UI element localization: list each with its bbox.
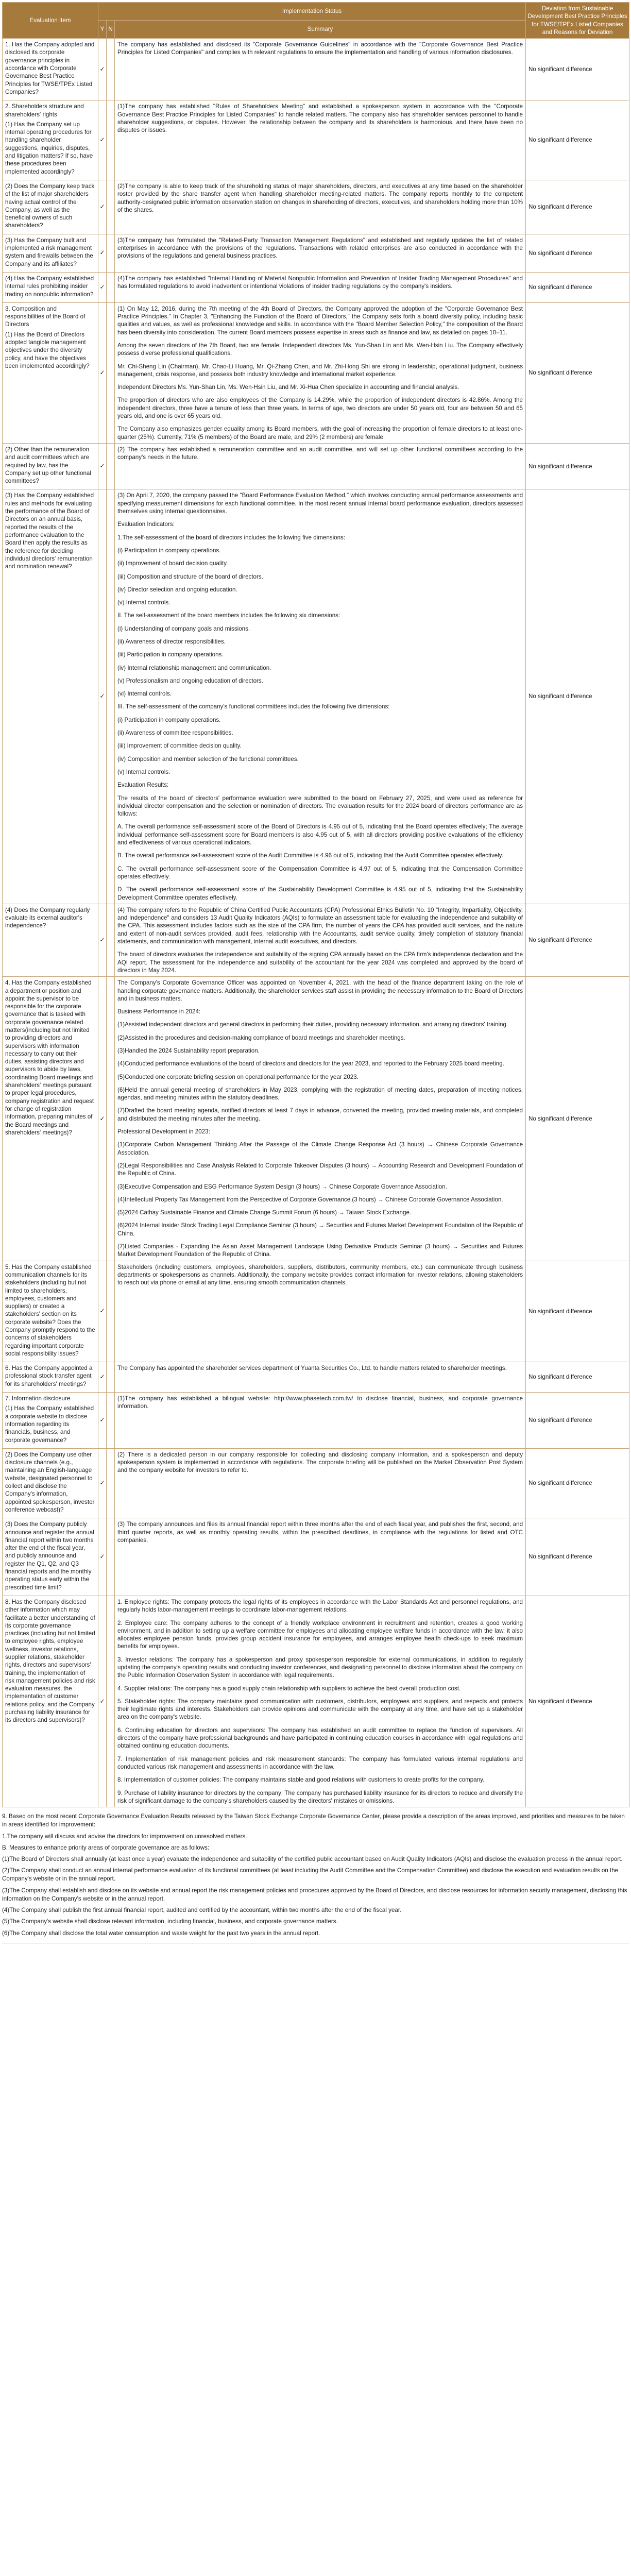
yes-cell: [98, 1362, 107, 1393]
evaluation-item-text: (3) Has the Company established rules and methods for evaluating the performance of the Board of Directors on an annual basis, reported the results of the performance evaluation to the Board then apply the results as the reference for deciding individual directors' remuneration and nomination renewal?: [5, 492, 94, 570]
summary-paragraph: 3. Investor relations: The company has a spokesperson and proxy spokesperson responsible for external communications, in addition to regularly updating the company's operating results and conducting investor conferences, and designating personnel to disclose information about the company on the Public Information Observation System in accordance with legal requirements.: [117, 1656, 523, 1679]
summary-paragraph: (6)2024 Internal Insider Stock Trading Legal Compliance Seminar (3 hours) → Securities and Futures Market Development Foundation of the Republic of China.: [117, 1222, 523, 1237]
summary-paragraph: (4)Conducted performance evaluations of the board of directors and directors for the year 2023, and reported to the February 2025 board meeting.: [117, 1060, 504, 1067]
summary-paragraph: The board of directors evaluates the independence and suitability of the signing CPA annually based on the CPA firm's independence declaration and the AQI report. The assessment for the independence and suitability of the accountant for the year 2024 was completed and approved by the board of directors in May 2024.: [117, 951, 523, 974]
evaluation-item-cell: [3, 272, 98, 302]
summary-paragraph: 4. Supplier relations: The company has a good supply chain relationship with suppliers to achieve the best overall production cost.: [117, 1685, 461, 1692]
summary-paragraph: Evaluation Results:: [117, 782, 169, 789]
check-mark-icon: ✓: [99, 1416, 105, 1424]
summary-paragraph: (3)Handled the 2024 Sustainability report preparation.: [117, 1047, 260, 1054]
evaluation-item-cell: [3, 904, 98, 976]
summary-paragraph: C. The overall performance self-assessment score of the Compensation Committee is 4.97 out of 5, indicating that the Compensation Committee operates effectively.: [117, 865, 523, 880]
summary-cell: [115, 1362, 526, 1393]
yes-cell: [98, 443, 107, 489]
check-mark-icon: ✓: [99, 1697, 105, 1705]
summary-paragraph: The company has established and disclosed its "Corporate Governance Guidelines" in accordance with the "Corporate Governance Best Practice Principles for Listed Companies" and complies with relevant regulations to ensure the implementation and handling of various information disclosures.: [117, 41, 523, 56]
deviation-cell: No significant difference: [526, 100, 629, 180]
evaluation-item-cell: [3, 1362, 98, 1393]
summary-paragraph: (ii) Improvement of board decision quality.: [117, 560, 228, 567]
evaluation-item-text: 4. Has the Company established a department or position and appoint the supervisor to be responsible for the corporate governance that is tasked with corporate governance related matters(including but not limited to providing directors and supervisors with information necessary to carry out their duties, assisting directors and supervisors to abide by laws, coordinating Board meetings and shareholders' meetings pursuant to proper legal procedures, company registration and request for change of registration information, preparing minutes of the Board meetings and shareholders' meetings)?: [5, 979, 94, 1136]
table-row: [3, 443, 629, 489]
evaluation-item-cell: [3, 1393, 98, 1449]
summary-paragraph: The Company has appointed the shareholder services department of Yuanta Securities Co., Ltd. to handle matters related to shareholder meetings.: [117, 1365, 507, 1372]
evaluation-notes: [2, 1812, 629, 1938]
check-mark-icon: ✓: [99, 462, 105, 470]
check-mark-icon: ✓: [99, 1307, 105, 1315]
summary-cell: [115, 180, 526, 234]
summary-paragraph: The Company also emphasizes gender equality among its Board members, with the goal of increasing the proportion of female directors to at least one-quarter (25%). Currently, 71% (5 members) of the Board are male, and 29% (2 members) are female.: [117, 426, 523, 440]
table-row: [3, 234, 629, 272]
summary-paragraph: (ii) Awareness of committee responsibilities.: [117, 730, 233, 737]
check-mark-icon: ✓: [99, 136, 105, 144]
yes-cell: [98, 904, 107, 976]
summary-paragraph: (1)Assisted independent directors and general directors in performing their duties, providing necessary information, and arranging directors' training.: [117, 1021, 508, 1028]
deviation-cell: No significant difference: [526, 443, 629, 489]
header-row-top: [3, 3, 629, 21]
summary-paragraph: (v) Internal controls.: [117, 599, 170, 606]
table-row: [3, 100, 629, 180]
deviation-cell: No significant difference: [526, 272, 629, 302]
yes-cell: [98, 180, 107, 234]
evaluation-item-text: (1) Has the Company established a corporate website to disclose information regarding its financials, business, and corporate governance?: [5, 1405, 94, 1444]
no-cell: [107, 39, 115, 100]
summary-paragraph: Business Performance in 2024:: [117, 1008, 201, 1015]
table-row: [3, 1362, 629, 1393]
summary-paragraph: Stakeholders (including customers, employees, shareholders, suppliers, distributors, community members, etc.) can communicate through business departments or spokespersons as channels. Additionally, the company website provides contact information for investor relations, allowing stakeholders to reach out via phone or email at any time, ensuring smooth communication channels.: [117, 1263, 523, 1286]
summary-paragraph: (3) On April 7, 2020, the company passed the "Board Performance Evaluation Method," which involves conducting annual performance assessments and specifying measurement dimensions for each functional committee. In the most recent annual internal board performance evaluation, directors assessed themselves using internal questionnaires.: [117, 492, 523, 515]
evaluation-item-cell: [3, 234, 98, 272]
summary-cell: [115, 1261, 526, 1362]
check-mark-icon: ✓: [99, 65, 105, 73]
evaluation-item-cell: [3, 1518, 98, 1596]
check-mark-icon: ✓: [99, 1479, 105, 1487]
header-implementation-status: Implementation Status: [98, 3, 526, 21]
note-line: (4)The Company shall publish the first annual financial report, audited and certified by the accountant, within two months after the end of the fiscal year.: [2, 1907, 402, 1914]
no-cell: [107, 302, 115, 443]
no-cell: [107, 1261, 115, 1362]
evaluation-item-text: (4) Does the Company regularly evaluate its external auditor's independence?: [5, 906, 90, 929]
summary-paragraph: (5)2024 Cathay Sustainable Finance and Climate Change Summit Forum (6 hours) → Taiwan Stock Exchange.: [117, 1209, 412, 1216]
table-row: [3, 1393, 629, 1449]
check-mark-icon: ✓: [99, 692, 105, 700]
summary-paragraph: (i) Understanding of company goals and missions.: [117, 625, 250, 632]
summary-paragraph: D. The overall performance self-assessment score of the Sustainability Development Committee is 4.95 out of 5, indicating that the Sustainability Development Committee operates effectively.: [117, 886, 523, 901]
summary-paragraph: (i) Participation in company operations.: [117, 547, 221, 554]
evaluation-item-text: (1) Has the Company set up internal operating procedures for handling shareholder suggestions, inquiries, disputes, and litigation matters? If so, have these procedures been implemented accordingly?: [5, 121, 93, 175]
evaluation-item-cell: [3, 1261, 98, 1362]
table-row: [3, 1596, 629, 1807]
summary-paragraph: (2)The company is able to keep track of the shareholding status of major shareholders, directors, and executives at any time based on the shareholder roster provided by the share transfer agent when handling shareholder meeting-related matters. The company reports monthly to the competent authority-designated public information observation station on changes in shareholding of directors, executives, and shareholders holding more than 10% of the shares.: [117, 182, 523, 213]
summary-paragraph: The results of the board of directors' performance evaluation were submitted to the board on February 27, 2025, and were used as reference for individual director compensation and the selection or nomination of directors. The evaluation results for the 2024 board of directors performance are as follows:: [117, 794, 523, 818]
yes-cell: [98, 977, 107, 1261]
yes-cell: [98, 1448, 107, 1518]
summary-paragraph: (7)Drafted the board meeting agenda, notified directors at least 7 days in advance, convened the meeting, provided meeting materials, and completed and distributed the meeting minutes after the meeting.: [117, 1107, 523, 1122]
summary-cell: [115, 1448, 526, 1518]
deviation-cell: No significant difference: [526, 1448, 629, 1518]
evaluation-item-cell: [3, 489, 98, 904]
table-row: [3, 977, 629, 1261]
note-line: (5)The Company's website shall disclose relevant information, including financial, business, and corporate governance matters.: [2, 1918, 338, 1925]
summary-paragraph: 1.The self-assessment of the board of directors includes the following five dimensions:: [117, 534, 346, 541]
no-cell: [107, 489, 115, 904]
yes-cell: [98, 39, 107, 100]
summary-paragraph: B. The overall performance self-assessment score of the Audit Committee is 4.96 out of 5, indicating that the Audit Committee operates effectively.: [117, 852, 503, 859]
summary-cell: [115, 234, 526, 272]
note-line: (1)The Board of Directors shall annually (at least once a year) evaluate the independence and suitability of the certified public accountant based on Audit Quality Indicators (AQIs) and disclose the evaluation process in the annual report.: [2, 1856, 623, 1863]
check-mark-icon: ✓: [99, 249, 105, 257]
evaluation-item-cell: [3, 1596, 98, 1807]
evaluation-item-cell: [3, 443, 98, 489]
no-cell: [107, 100, 115, 180]
yes-cell: [98, 1261, 107, 1362]
summary-paragraph: (3) The company announces and files its annual financial report within three months after the end of each fiscal year, and publishes the first, second, and third quarter reports, as well as monthly operating results, within the prescribed deadlines, in compliance with the regulations for listed and OTC companies.: [117, 1521, 523, 1544]
header-deviation: Deviation from Sustainable Development Best Practice Principles for TWSE/TPEx Listed Companies and Reasons for Deviation: [526, 3, 629, 39]
check-mark-icon: ✓: [99, 936, 105, 944]
evaluation-item-text: 2. Shareholders structure and shareholders' rights: [5, 103, 84, 118]
header-evaluation-item: Evaluation Item: [3, 3, 98, 39]
evaluation-item-text: 7. Information disclosure: [5, 1395, 71, 1402]
summary-paragraph: (4)Intellectual Property Tax Management from the Perspective of Corporate Governance (3 hours) → Chinese Corporate Governance Association.: [117, 1196, 503, 1203]
yes-cell: [98, 1393, 107, 1449]
summary-paragraph: (i) Participation in company operations.: [117, 716, 221, 723]
summary-paragraph: 7. Implementation of risk management policies and risk measurement standards: The company has formulated various internal regulations and conducted various risk management and assessments in accordance with the law.: [117, 1755, 523, 1770]
evaluation-item-cell: [3, 977, 98, 1261]
summary-cell: [115, 1596, 526, 1807]
no-cell: [107, 443, 115, 489]
yes-cell: [98, 100, 107, 180]
summary-paragraph: The Company's Corporate Governance Officer was appointed on November 4, 2021, with the head of the finance department taking on the role of handling corporate governance matters. Additionally, the shareholder services staff assist in providing the necessary information to the Board of Directors and in business matters.: [117, 979, 523, 1002]
summary-paragraph: Evaluation Indicators:: [117, 521, 175, 528]
summary-cell: [115, 272, 526, 302]
evaluation-item-cell: [3, 1448, 98, 1518]
summary-paragraph: 9. Purchase of liability insurance for directors by the company: The company has purchased liability insurance for its directors to reduce and diversify the risk of significant damage to the company's shareholders caused by the directors' mistakes or omissions.: [117, 1789, 523, 1804]
evaluation-item-text: 5. Has the Company established communication channels for its stakeholders (including but not limited to shareholders, employees, customers and suppliers) or created a stakeholders' section on its corporate website? Does the Company promptly respond to the concerns of stakeholders regarding important corporate social responsibility issues?: [5, 1263, 95, 1357]
yes-cell: [98, 1596, 107, 1807]
corporate-governance-table: [2, 2, 629, 1807]
summary-paragraph: (iv) Internal relationship management and communication.: [117, 664, 271, 671]
evaluation-item-text: (4) Has the Company established internal rules prohibiting insider trading on nonpublic information?: [5, 275, 94, 298]
table-row: [3, 1448, 629, 1518]
evaluation-item-text: (3) Does the Company publicly announce and register the annual financial report within two months after the end of the fiscal year, and publicly announce and register the Q1, Q2, and Q3 financial reports and the monthly operating status early within the prescribed time limit?: [5, 1521, 94, 1591]
no-cell: [107, 1393, 115, 1449]
summary-paragraph: (vi) Internal controls.: [117, 690, 172, 698]
deviation-cell: No significant difference: [526, 1362, 629, 1393]
note-line: (3)The Company shall establish and disclose on its website and annual report the risk management policies and procedures approved by the Board of Directors, and disclose resources for information security management, disclosing this information on the Company's website or in the annual report.: [2, 1887, 627, 1902]
summary-paragraph: Among the seven directors of the 7th Board, two are female: Independent directors Ms. Yun-Shan Lin and Ms. Wen-Hsin Liu. The Company effectively possess diverse professional qualifications.: [117, 342, 523, 357]
summary-paragraph: 5. Stakeholder rights: The company maintains good communication with customers, distributors, employees and suppliers, and respects and protects their legitimate rights and interests. Stakeholders can provide opinions and communicate with the company at any time, and have set up a stakeholder area on the company's website.: [117, 1698, 523, 1721]
summary-paragraph: (2)Legal Responsibilities and Case Analysis Related to Corporate Takeover Disputes (3 hours) → Accounting Research and Development Foundation of the Republic of China.: [117, 1162, 523, 1177]
evaluation-item-text: (2) Other than the remuneration and audit committees which are required by law, has the Company set up other functional committees?: [5, 446, 91, 485]
summary-cell: [115, 1393, 526, 1449]
summary-paragraph: The proportion of directors who are also employees of the Company is 14.29%, while the proportion of independent directors is 42.86%. Among the independent directors, three have a tenure of less than three years. In terms of age, two directors are under 50 years old, four are between 50 and 65 years old, and one is over 65 years old.: [117, 397, 523, 420]
summary-paragraph: II. The self-assessment of the board members includes the following six dimensions:: [117, 612, 340, 619]
no-cell: [107, 1448, 115, 1518]
yes-cell: [98, 302, 107, 443]
deviation-cell: No significant difference: [526, 234, 629, 272]
deviation-cell: No significant difference: [526, 977, 629, 1261]
summary-cell: [115, 489, 526, 904]
deviation-cell: No significant difference: [526, 180, 629, 234]
check-mark-icon: ✓: [99, 283, 105, 291]
note-line: (6)The Company shall disclose the total water consumption and waste weight for the past two years in the annual report.: [2, 1929, 320, 1937]
summary-paragraph: (3)Executive Compensation and ESG Performance System Design (3 hours) → Chinese Corporate Governance Association.: [117, 1183, 447, 1190]
summary-paragraph: (iii) Composition and structure of the board of directors.: [117, 573, 263, 580]
check-mark-icon: ✓: [99, 1553, 105, 1561]
table-row: [3, 180, 629, 234]
table-row: [3, 39, 629, 100]
deviation-cell: No significant difference: [526, 1393, 629, 1449]
summary-paragraph: (iii) Improvement of committee decision quality.: [117, 742, 242, 750]
evaluation-item-text: (2) Does the Company use other disclosure channels (e.g., maintaining an English-language website, designated personnel to collect and disclose the Company's information, appointed spokesperson, investor conference webcast)?: [5, 1451, 95, 1513]
summary-paragraph: (iii) Participation in company operations.: [117, 651, 224, 658]
evaluation-item-text: 6. Has the Company appointed a professional stock transfer agent for its shareholders' meetings?: [5, 1365, 93, 1387]
deviation-cell: No significant difference: [526, 1518, 629, 1596]
check-mark-icon: ✓: [99, 1373, 105, 1381]
check-mark-icon: ✓: [99, 202, 105, 210]
summary-paragraph: (2)Assisted in the procedures and decision-making compliance of board meetings and shareholder meetings.: [117, 1034, 405, 1041]
table-row: [3, 302, 629, 443]
yes-cell: [98, 234, 107, 272]
summary-paragraph: III. The self-assessment of the company's functional committees includes the following five dimensions:: [117, 703, 390, 710]
note-line: (2)The Company shall conduct an annual internal performance evaluation of its functional committees (at least including the Audit Committee and the Compensation Committee) and disclose the execution and evaluation results on the Company's website or in the annual report.: [2, 1867, 619, 1883]
summary-paragraph: (3)The company has formulated the "Related-Party Transaction Management Regulations" and established and regularly updates the list of related enterprises in accordance with the provisions of the regulations. Transactions with related enterprises are also conducted in accordance with the provisions of the regulations and general business practices.: [117, 236, 523, 260]
no-cell: [107, 234, 115, 272]
evaluation-item-text: 3. Composition and responsibilities of the Board of Directors: [5, 305, 86, 328]
deviation-cell: No significant difference: [526, 904, 629, 976]
summary-paragraph: (1) On May 12, 2016, during the 7th meeting of the 4th Board of Directors, the Company approved the adoption of the "Corporate Governance Best Practice Principles." In Chapter 3, "Enhancing the Function of the Board of Directors," the Company sets forth a board diversity policy, including basic qualities and values, as well as professional knowledge and skills. In accordance with the "Board Member Selection Policy," the composition of the Board has been diversity into consideration. The current Board members possess expertise in areas such as finance and law, as detailed on pages 10–11.: [117, 305, 523, 336]
summary-paragraph: 6. Continuing education for directors and supervisors: The company has established an audit committee to replace the function of supervisors. All directors of the company have professional backgrounds and have participated in continuing education courses in accordance with legal regulations and obtained continuing education documents.: [117, 1726, 523, 1750]
header-yes: Y: [98, 21, 107, 39]
evaluation-item-cell: [3, 302, 98, 443]
summary-paragraph: (1)The company has established a bilingual website: http://www.phasetech.com.tw/ to disclose financial, business, and corporate governance information.: [117, 1395, 523, 1410]
summary-paragraph: (1)The company has established "Rules of Shareholders Meeting" and established a spokesperson system in accordance with the "Corporate Governance Best Practice Principles for Listed Companies" to handle related matters. The company also has shareholder services personnel to handle shareholder suggestions, or disputes. However, the relationship between the company and its shareholders is harmonious, and there have been no disputes or issues.: [117, 103, 523, 134]
summary-cell: [115, 904, 526, 976]
evaluation-item-cell: [3, 39, 98, 100]
deviation-cell: No significant difference: [526, 302, 629, 443]
summary-cell: [115, 100, 526, 180]
summary-cell: [115, 977, 526, 1261]
no-cell: [107, 977, 115, 1261]
summary-paragraph: (4) The company refers to the Republic of China Certified Public Accountants (CPA) Professional Ethics Bulletin No. 10 "Integrity, Impartiality, Objectivity, and Independence" and considers 13 Audit Quality Indicators (AQIs) to formulate an assessment table for evaluating the independence and suitability of the CPA. This assessment includes factors such as the size of the CPA firm, the number of years the CPA has provided audit services, and the nature and extent of non-audit services provided, audit fees, relationship with the Accountants, audit service quality, timely completion of statutory financial statements, and communication with management, internal audit executives, and directors.: [117, 906, 523, 945]
header-no: N: [107, 21, 115, 39]
no-cell: [107, 1362, 115, 1393]
yes-cell: [98, 489, 107, 904]
evaluation-item-cell: [3, 180, 98, 234]
table-row: [3, 489, 629, 904]
summary-paragraph: 1. Employee rights: The company protects the legal rights of its employees in accordance with the Labor Standards Act and personnel regulations, and regularly holds labor-management meetings to coordinate labor-management relations.: [117, 1598, 523, 1614]
table-row: [3, 904, 629, 976]
summary-paragraph: (7)Listed Companies - Expanding the Asian Asset Management Landscape Using Derivative Products Seminar (3 hours) → Securities and Futures Market Development Foundation of the Republic of China.: [117, 1243, 523, 1258]
summary-paragraph: (4)The company has established "Internal Handling of Material Nonpublic Information and Prevention of Insider Trading Management Procedures" and has formulated regulations to avoid inadvertent or intentional violations of insider trading regulations by the company's insiders.: [117, 275, 523, 290]
no-cell: [107, 272, 115, 302]
evaluation-item-text: (2) Does the Company keep track of the list of major shareholders having actual control of the Company, as well as the beneficial owners of such shareholders?: [5, 182, 95, 229]
summary-paragraph: (v) Internal controls.: [117, 768, 170, 775]
summary-paragraph: (iv) Composition and member selection of the functional committees.: [117, 755, 299, 762]
evaluation-item-text: (3) Has the Company built and implemented a risk management system and firewalls between the Company and its affiliates?: [5, 236, 93, 267]
check-mark-icon: ✓: [99, 368, 105, 376]
summary-paragraph: Mr. Chi-Sheng Lin (Chairman), Mr. Chao-Li Huang, Mr. Qi-Zhang Chen, and Mr. Zhi-Hong Shi are strong in leadership, operational judgment, business management, crisis response, and possess both industry knowledge and international market experience.: [117, 363, 523, 378]
check-mark-icon: ✓: [99, 1114, 105, 1122]
summary-paragraph: (ii) Awareness of director responsibilities.: [117, 638, 226, 645]
summary-paragraph: (v) Professionalism and ongoing education of directors.: [117, 677, 263, 684]
summary-paragraph: Professional Development in 2023:: [117, 1128, 210, 1136]
header-summary: Summary: [115, 21, 526, 39]
evaluation-item-text: 1. Has the Company adopted and disclosed its corporate governance principles in accordance with Corporate Governance Best Practice Principles for TWSE/TPEx Listed Companies?: [5, 41, 95, 95]
evaluation-item-text: 8. Has the Company disclosed other information which may facilitate a better understanding of its corporate governance practices (including but not limited to employee rights, employee wellness, investor relations, supplier relations, stakeholder rights, directors and supervisors' training, the implementation of risk management policies and risk evaluation measures, the implementation of customer relations policy, and the Company purchasing liability insurance for its directors and supervisors)?: [5, 1598, 95, 1724]
summary-cell: [115, 302, 526, 443]
summary-paragraph: 8. Implementation of customer policies: The company maintains stable and good relations with customers to create profits for the company.: [117, 1776, 485, 1784]
summary-paragraph: A. The overall performance self-assessment score of the Board of Directors is 4.95 out of 5, indicating that the Board operates effectively; The average individual performance self-assessment score for Board members is also 4.95 out of 5, with all directors providing positive evaluations of the efficiency and effectiveness of various operational indicators.: [117, 823, 523, 846]
governance-table-container: [2, 2, 629, 1943]
no-cell: [107, 904, 115, 976]
no-cell: [107, 1518, 115, 1596]
deviation-cell: No significant difference: [526, 1261, 629, 1362]
table-row: [3, 1518, 629, 1596]
no-cell: [107, 1596, 115, 1807]
summary-paragraph: 2. Employee care: The company adheres to the concept of a friendly workplace environment in recruitment and retention, creates a good working environment, and in addition to setting up a welfare committee for employees and allocating employee welfare funds in accordance with the law, it also allocates employee pension funds, provides group accident insurance for employees, and arranges employee health check-ups to seek maximum benefits for employees.: [117, 1619, 523, 1650]
note-line: 9. Based on the most recent Corporate Governance Evaluation Results released by the Taiwan Stock Exchange Corporate Governance Center, please provide a description of the areas improved, and priorities and measures to be taken in areas identified for improvement:: [2, 1813, 625, 1828]
summary-paragraph: (2) There is a dedicated person in our company responsible for collecting and disclosing company information, and a spokesperson and deputy spokesperson system is implemented in accordance with regulations. The corporate briefing will be published on the Market Observation Post System and the company website for investors to refer to.: [117, 1451, 523, 1474]
evaluation-item-text: (1) Has the Board of Directors adopted tangible management objectives under the diversity policy, and have the objectives been implemented accordingly?: [5, 331, 90, 369]
governance-table-body: [3, 39, 629, 1807]
summary-paragraph: Independent Directors Ms. Yun-Shan Lin, Ms. Wen-Hsin Liu, and Mr. Xi-Hua Chen specialize in accounting and financial analysis.: [117, 384, 459, 391]
summary-cell: [115, 39, 526, 100]
note-line: 1.The company will discuss and advise the directors for improvement on unresolved matters.: [2, 1833, 247, 1840]
summary-paragraph: (1)Corporate Carbon Management Thinking After the Passage of the Climate Change Response Act (3 hours) → Chinese Corporate Governance Association.: [117, 1141, 523, 1156]
no-cell: [107, 180, 115, 234]
summary-paragraph: (2) The company has established a remuneration committee and an audit committee, and will set up other functional committees according to the company's needs in the future.: [117, 446, 523, 461]
summary-paragraph: (6)Held the annual general meeting of shareholders in May 2023, complying with the registration of meeting dates, preparation of meeting notices, agendas, and meeting minutes within the statutory deadlines.: [117, 1086, 523, 1101]
yes-cell: [98, 1518, 107, 1596]
table-row: [3, 272, 629, 302]
note-line: B. Measures to enhance priority areas of corporate governance are as follows:: [2, 1844, 210, 1851]
deviation-cell: No significant difference: [526, 1596, 629, 1807]
deviation-cell: No significant difference: [526, 489, 629, 904]
table-row: [3, 1261, 629, 1362]
summary-paragraph: (5)Conducted one corporate briefing session on operational performance for the year 2023.: [117, 1073, 359, 1080]
yes-cell: [98, 272, 107, 302]
summary-cell: [115, 443, 526, 489]
summary-paragraph: (iv) Director selection and ongoing education.: [117, 586, 237, 593]
evaluation-item-cell: [3, 100, 98, 180]
deviation-cell: No significant difference: [526, 39, 629, 100]
summary-cell: [115, 1518, 526, 1596]
